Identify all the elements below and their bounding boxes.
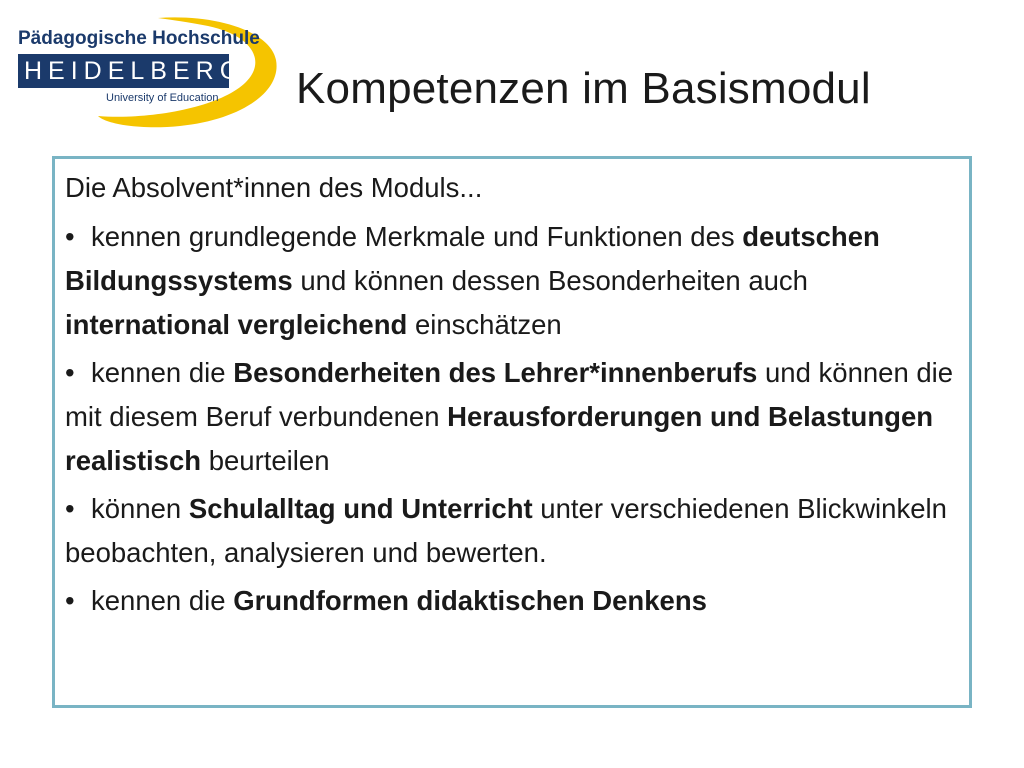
bullet-marker-icon: • <box>65 493 75 524</box>
bullet-text: unter verschiedenen Blickwinkeln beobachten, analysieren und bewerten. <box>65 493 947 568</box>
bullet-item <box>65 579 959 627</box>
logo-subtitle: University of Education <box>106 92 219 104</box>
content-box <box>52 156 972 708</box>
bullet-text: können <box>91 493 189 524</box>
logo-city-text: HEIDELBERG <box>24 57 246 85</box>
bullet-text: kennen grundlegende Merkmale und Funktionen des <box>91 221 743 252</box>
bullet-emphasis: Herausforderungen und Belastungen realistisch <box>65 401 934 476</box>
bullet-emphasis: Besonderheiten des Lehrer*innenberufs <box>233 357 758 388</box>
bullet-text: einschätzen <box>407 309 562 340</box>
bullet-text: und können die mit diesem Beruf verbundenen <box>65 357 954 432</box>
university-logo <box>8 12 280 130</box>
bullet-text: kennen die <box>91 357 234 388</box>
bullet-marker-icon: • <box>65 585 75 616</box>
bullet-item <box>65 215 959 351</box>
bullet-emphasis: international vergleichend <box>65 309 408 340</box>
bullet-emphasis: Grundformen didaktischen Denkens <box>233 585 707 616</box>
bullet-emphasis: Schulalltag und Unterricht <box>188 493 533 524</box>
bullet-marker-icon: • <box>65 221 75 252</box>
bullet-text: und können dessen Besonderheiten auch <box>292 265 808 296</box>
bullet-item <box>65 351 959 487</box>
intro-text: Die Absolvent*innen des Moduls... <box>65 172 483 203</box>
logo-city-box <box>18 54 246 88</box>
slide-title: Kompetenzen im Basismodul <box>296 64 871 113</box>
bullet-list <box>65 215 959 627</box>
logo-name-line: Pädagogische Hochschule <box>18 28 260 49</box>
bullet-item <box>65 487 959 579</box>
bullet-marker-icon: • <box>65 357 75 388</box>
bullet-emphasis: deutschen Bildungssystems <box>65 221 880 296</box>
bullet-text: kennen die <box>91 585 234 616</box>
bullet-text: beurteilen <box>201 445 330 476</box>
